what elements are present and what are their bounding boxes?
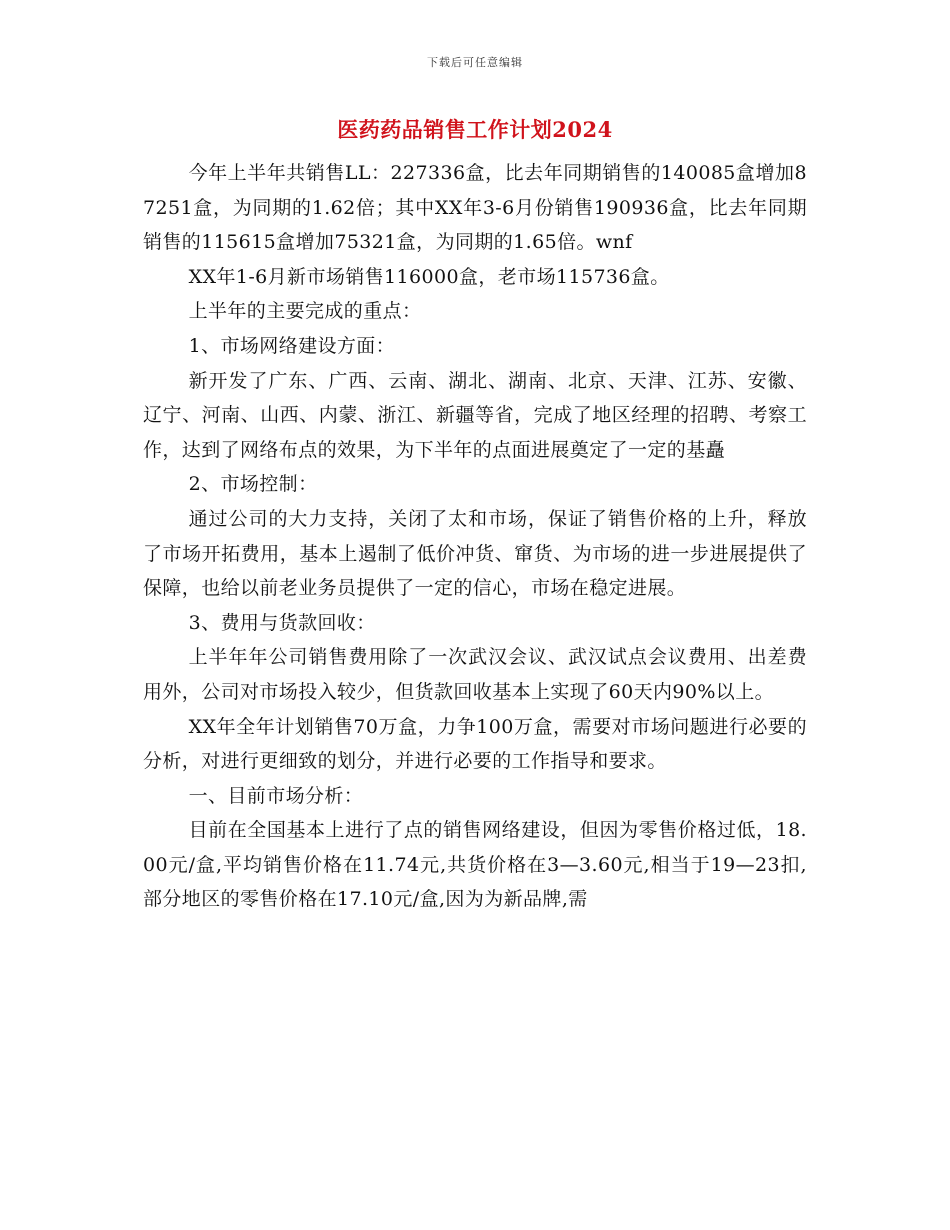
paragraph: 上半年年公司销售费用除了一次武汉会议、武汉试点会议费用、出差费用外，公司对市场投入较少，但货款回收基本上实现了60天内90%以上。 (143, 646, 807, 703)
paragraph: 通过公司的大力支持，关闭了太和市场，保证了销售价格的上升，释放了市场开拓费用，基本上遏制了低价冲货、窜货、为市场的进一步进展提供了保障，也给以前老业务员提供了一定的信心，市场在稳定进展。 (143, 507, 807, 600)
document-title: 医药药品销售工作计划2024 (337, 117, 613, 142)
section-heading: 一、目前市场分析： (188, 784, 364, 807)
paragraph: 今年上半年共销售LL：227336盒，比去年同期销售的140085盒增加87251盒，为同期的1.62倍；其中XX年3-6月份销售190936盒，比去年同期销售的115615盒增加75321盒，为同期的1.65倍。wnf (143, 162, 807, 254)
paragraph: XX年全年计划销售70万盒，力争100万盒，需要对市场问题进行必要的分析，对进行更细致的划分，并进行必要的工作指导和要求。 (143, 715, 807, 773)
section-heading: 1、市场网络建设方面： (188, 334, 396, 357)
section-heading: 3、费用与货款回收： (188, 611, 376, 634)
paragraph: 上半年的主要完成的重点： (188, 300, 422, 323)
paragraph: 新开发了广东、广西、云南、湖北、湖南、北京、天津、江苏、安徽、辽宁、河南、山西、内蒙、浙江、新疆等省，完成了地区经理的招聘、考察工作，达到了网络布点的效果，为下半年的点面进展奠定了一定的基矗 (143, 369, 807, 461)
paragraph: XX年1-6月新市场销售116000盒，老市场115736盒。 (188, 265, 670, 288)
document-body (143, 156, 807, 917)
section-heading: 2、市场控制： (188, 473, 318, 496)
paragraph: 目前在全国基本上进行了点的销售网络建设，但因为零售价格过低，18.00元/盒,平均销售价格在11.74元,共货价格在3—3.60元,相当于19—23扣,部分地区的零售价格在17.10元/盒,因为为新品牌,需 (143, 819, 807, 911)
header-note: 下载后可任意编辑 (427, 56, 523, 69)
